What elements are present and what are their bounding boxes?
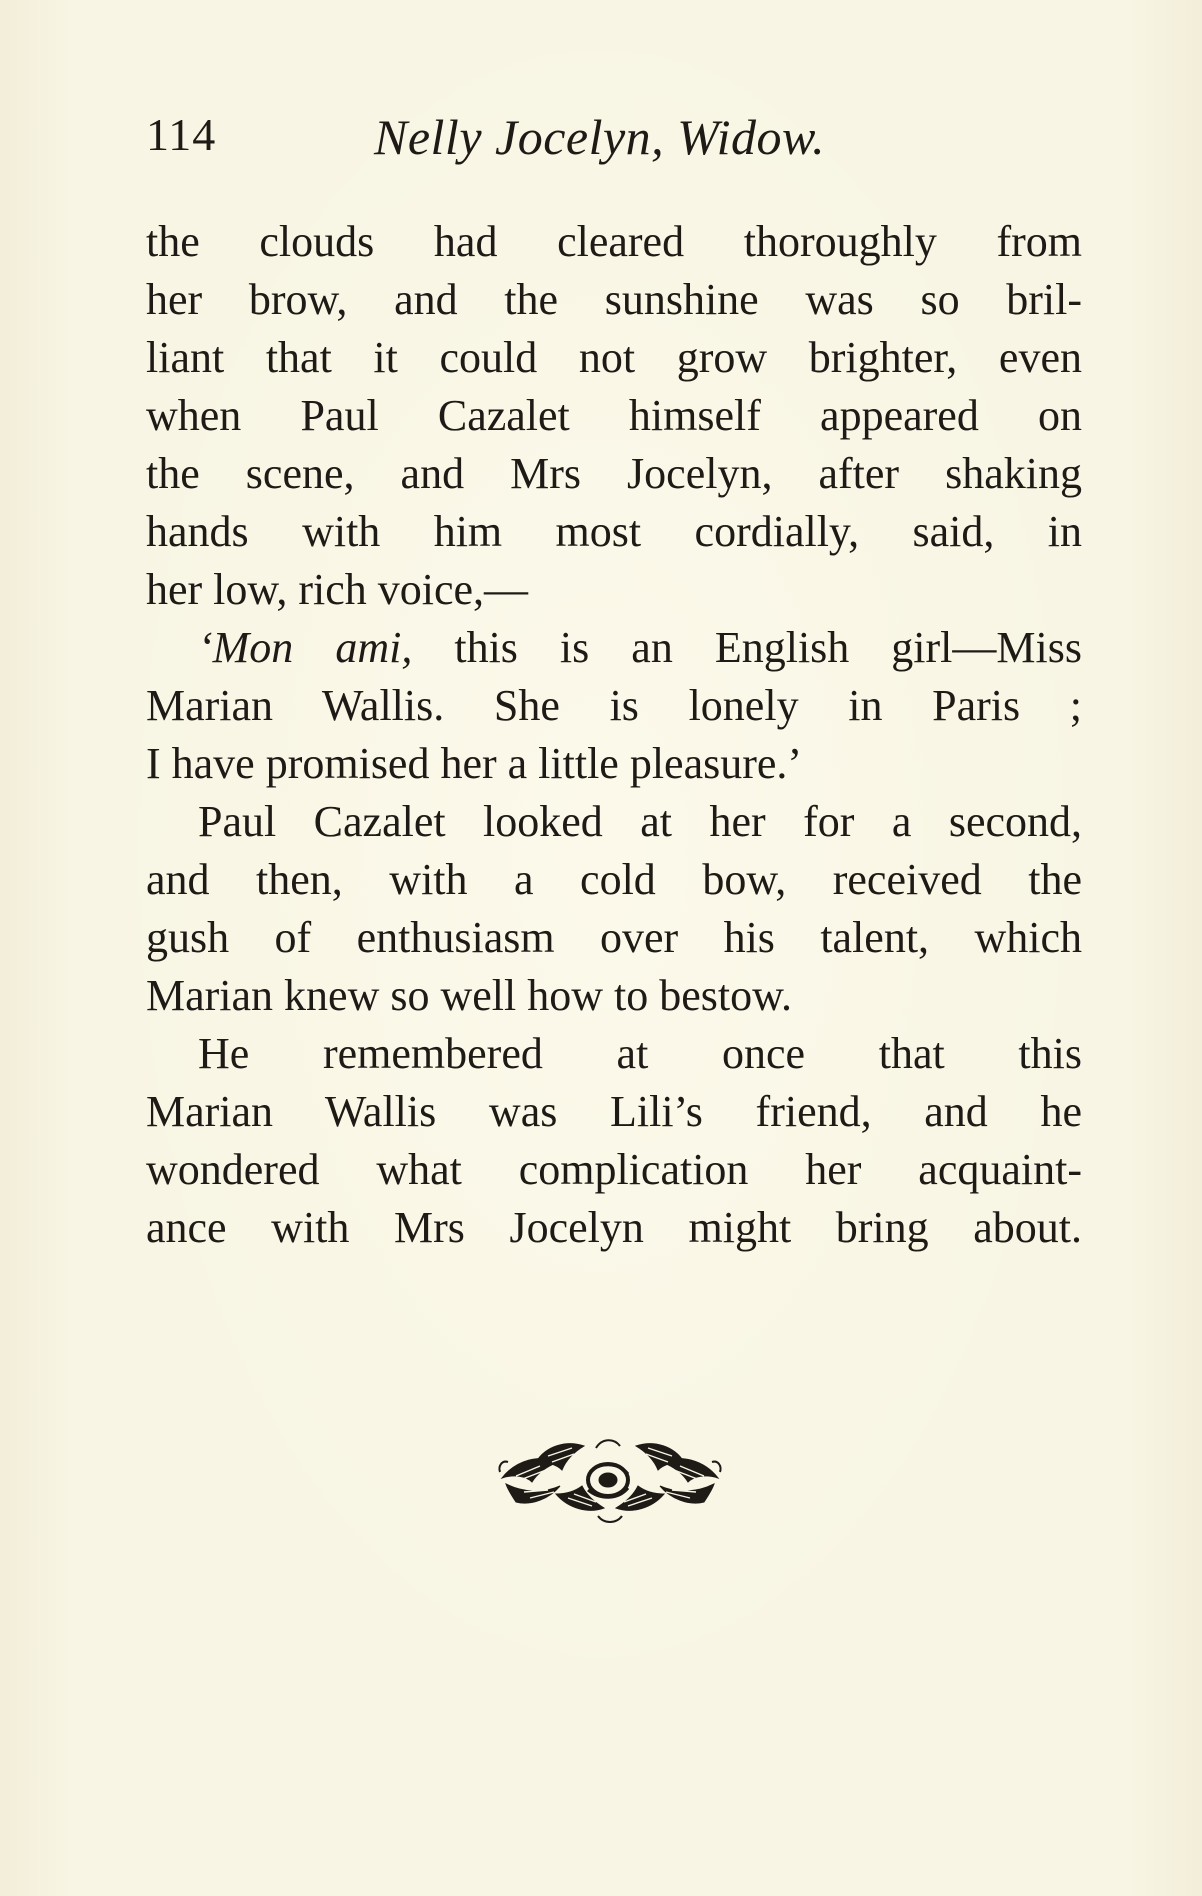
text-line: liant that it could not grow brighter, even (146, 333, 1082, 382)
text-line: Marian Wallis was Lili’s friend, and he (146, 1087, 1082, 1136)
italic-phrase: ‘Mon ami, (198, 623, 413, 672)
text-line: the clouds had cleared thoroughly from (146, 217, 1082, 266)
text-line: wondered what complication her acquaint- (146, 1145, 1082, 1194)
text-line: Paul Cazalet looked at her for a second, (198, 797, 1082, 846)
text-line-rest: this is an English girl—Miss (412, 623, 1082, 672)
text-line: Marian Wallis. She is lonely in Paris ; (146, 681, 1082, 730)
text-line: He remembered at once that this (198, 1029, 1082, 1078)
paragraph-1 (146, 213, 1082, 619)
tailpiece-ornament-icon (496, 1432, 724, 1528)
text-line: and then, with a cold bow, received the (146, 855, 1082, 904)
text-line: her brow, and the sunshine was so bril- (146, 275, 1082, 324)
text-line: when Paul Cazalet himself appeared on (146, 391, 1082, 440)
body-text (146, 213, 1082, 1257)
paragraph-2 (146, 619, 1082, 793)
text-line: the scene, and Mrs Jocelyn, after shaking (146, 449, 1082, 498)
page-number: 114 (146, 109, 217, 160)
text-line: ance with Mrs Jocelyn might bring about. (146, 1203, 1082, 1252)
text-line (146, 619, 1082, 677)
text-line: I have promised her a little pleasure.’ (146, 739, 803, 788)
text-line: her low, rich voice,— (146, 565, 529, 614)
paragraph-3 (146, 793, 1082, 1025)
running-title: Nelly Jocelyn, Widow. (374, 109, 826, 165)
running-head (146, 108, 1086, 168)
text-line: hands with him most cordially, said, in (146, 507, 1082, 556)
text-line: Marian knew so well how to bestow. (146, 971, 793, 1020)
paragraph-4 (146, 1025, 1082, 1257)
text-line: gush of enthusiasm over his talent, which (146, 913, 1082, 962)
